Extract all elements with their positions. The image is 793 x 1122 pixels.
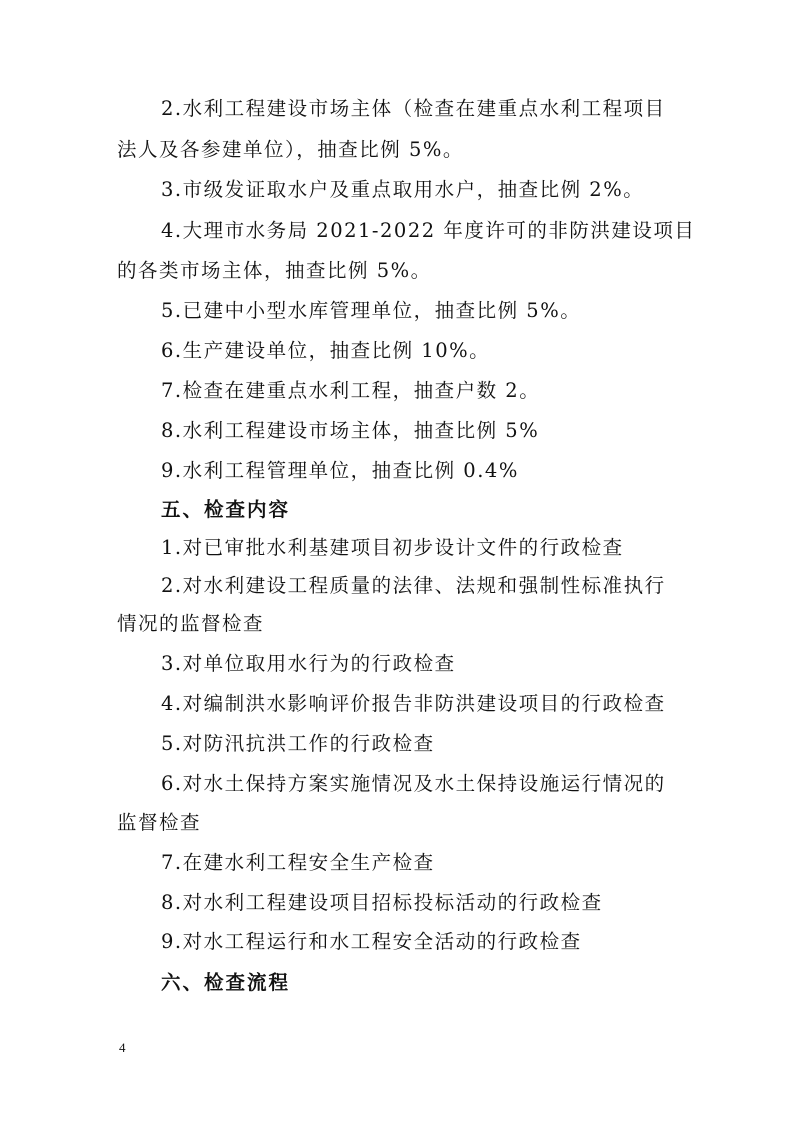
content-item-6-line-1: 6.对水土保持方案实施情况及水土保持设施运行情况的 <box>161 772 666 795</box>
scope-item-5: 5.已建中小型水库管理单位，抽查比例 5%。 <box>161 299 582 322</box>
content-item-9: 9.对水工程运行和水工程安全活动的行政检查 <box>161 930 582 953</box>
scope-item-2-line-2: 法人及各参建单位），抽查比例 5%。 <box>117 138 464 161</box>
scope-item-9: 9.水利工程管理单位，抽查比例 0.4% <box>161 459 519 482</box>
section-heading-inspection-content: 五、检查内容 <box>161 498 291 521</box>
scope-item-3: 3.市级发证取水户及重点取用水户，抽查比例 2%。 <box>161 178 645 201</box>
content-item-6-line-2: 监督检查 <box>117 811 202 834</box>
content-item-8: 8.对水利工程建设项目招标投标活动的行政检查 <box>161 891 603 914</box>
scope-item-4-line-1: 4.大理市水务局 2021-2022 年度许可的非防洪建设项目 <box>161 219 696 242</box>
scope-item-6: 6.生产建设单位，抽查比例 10%。 <box>161 339 491 362</box>
content-item-5: 5.对防汛抗洪工作的行政检查 <box>161 732 435 755</box>
scope-item-8: 8.水利工程建设市场主体，抽查比例 5% <box>161 419 540 442</box>
page-number: 4 <box>119 1040 126 1055</box>
scope-item-4-line-2: 的各类市场主体，抽查比例 5%。 <box>117 259 432 282</box>
section-heading-inspection-process: 六、检查流程 <box>161 971 291 994</box>
scope-item-7: 7.检查在建重点水利工程，抽查户数 2。 <box>161 379 541 402</box>
content-item-1: 1.对已审批水利基建项目初步设计文件的行政检查 <box>161 536 624 559</box>
content-item-2-line-2: 情况的监督检查 <box>117 612 265 635</box>
content-item-2-line-1: 2.对水利建设工程质量的法律、法规和强制性标准执行 <box>161 574 666 597</box>
scope-item-2-line-1: 2.水利工程建设市场主体（检查在建重点水利工程项目 <box>161 97 666 120</box>
content-item-4: 4.对编制洪水影响评价报告非防洪建设项目的行政检查 <box>161 692 666 715</box>
content-item-3: 3.对单位取用水行为的行政检查 <box>161 652 456 675</box>
content-item-7: 7.在建水利工程安全生产检查 <box>161 851 435 874</box>
